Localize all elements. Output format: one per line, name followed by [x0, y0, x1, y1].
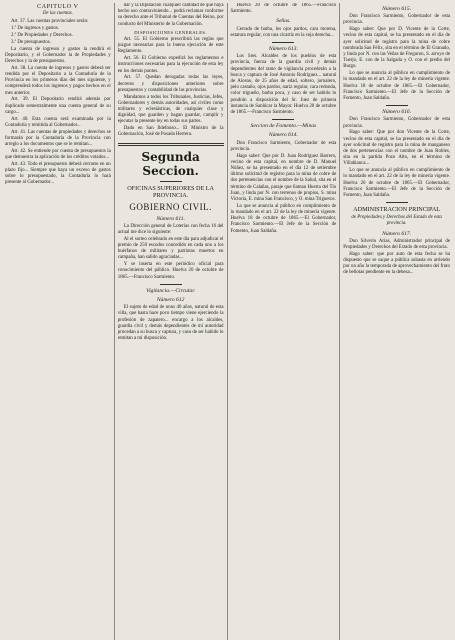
article-paragraph: Lo que se anuncia al público en cumplimiento de lo mandado en el art. 22 de la ley de minería vigente. Huelva 18 de octubre de 1865.—El Gobernador, Francisco Sarmiento.—El Jefe de la Sección de Fomento, Juan Saldaña.: [343, 71, 450, 102]
article-paragraph: Don Francisco Sarmiento, Gobernador de esta provincia.: [343, 14, 450, 26]
section-subheading: DISPOSICIONES GENERALES.: [134, 29, 207, 35]
article-paragraph: Al el sorteo celebrado en este día para adjudicar el premio de 250 escudos concedido en cada uno a los huérfanos de militares y patriotas muertos en campaña, han salido agraciadas...: [117, 236, 224, 261]
notice-number: Número 613.: [268, 46, 298, 53]
article-paragraph: El sujeto de edad de unos 40 años, natural de esta villa, que hasta hace poco tiempo viene ejerciendo la profesión de zapatero... encargo a los alcaldes, guardia civil y demás dependientes de mi autoridad procedan a su busca y captura, y caso de ser habido lo remitan a mi disposición.: [117, 305, 224, 342]
article-paragraph: La Dirección general de Loterías con fecha 16 del actual me dice lo siguiente:: [117, 223, 224, 236]
divider: [160, 284, 182, 285]
article-paragraph: Hago saber: Que por D. Vicente de la Corte, vecino de esta capital, se ha presentado en el día de ayer solicitud de registro para la mina de cobre nombrada San Félix, sita en el término de El Granado, y linda por N. con las Veñas de Freguron, S. arroyo de Tuerjo, E. con de la Salgada y O. con el predio del Burgo.: [343, 27, 450, 70]
article-paragraph: Mandamos a todos los Tribunales, Justicias, Jefes, Gobernadores y demás autoridades, así civiles como militares y eclesiásticas, de cualquier clase y dignidad, que guarden y hagan guardar, cumplir y ejecutar la presente ley en todas sus partes.: [117, 94, 224, 125]
article-paragraph: La cuenta de ingresos y gastos la rendirá el Depositario, y el Gobernador la de Propiedades y Derechos y la de presupuestos.: [5, 46, 111, 64]
signature-line: Dado en San Ildefonso... El Ministro de la Gobernación, José de Posada Herrera.: [117, 126, 224, 138]
divider: [272, 42, 294, 43]
list-item: 2.º De Propiedades y Derechos.: [11, 33, 73, 38]
office-heading: ADMINISTRACION PRINCIPAL: [353, 206, 441, 214]
notice-number: Número 615.: [382, 6, 412, 12]
article-paragraph: Art. 40. Esta cuenta será examinada por la Contaduría y remitida al Gobernador...: [5, 116, 111, 128]
article-paragraph: Y se inserta en este periódico oficial para conocimiento del público. Huelva 20 de octubre de 1865.—Francisco Sarmiento.: [117, 262, 224, 280]
article-paragraph: Art. 57. Quedan derogadas todas las leyes, decretos y disposiciones anteriores sobre presupuestos y contabilidad de las provincias.: [117, 75, 224, 93]
article-paragraph: Don Francisco Sarmiento, Gobernador de esta provincia.: [230, 140, 337, 152]
article-paragraph: Lo que se anuncia al público en cumplimiento de lo mandado en el art. 22 de la ley de minería vigente. Huelva 18 de octubre de 1865.—El Gobernador, Francisco Sarmiento.—El Jefe de la Sección de Fomento, Juan Saldaña.: [230, 203, 337, 234]
article-paragraph: Don Francisco Sarmiento, Gobernador de esta provincia.: [343, 117, 450, 129]
notice-number: Número 614.: [268, 132, 298, 139]
list-item: 1.º De ingresos y gastos.: [11, 26, 59, 32]
divider: [386, 202, 408, 203]
notice-number: Número 612: [156, 297, 185, 304]
section-heading: Seccion de Fomento.—Minas: [250, 123, 317, 130]
article-paragraph: dar y la Diputación cualquier cantidad de que haya hecho uso contraviniendo... podrá reclamar conforme su derecho ante el Tribunal de Cuentas del Reino, por conducto del Ministerio de la Gobernación.: [117, 3, 224, 27]
article-paragraph: Art. 56. El Gobierno expedirá los reglamentos e instrucciones necesarias para la ejecución de esta ley en los demás puntos.: [117, 56, 224, 74]
article-paragraph: Los Sres. Alcaldes de los pueblos de esta provincia, fuerza de la guardia civil y demás dependientes del ramo de vigilancia procederán a la busca y captura de José Antonio Rodríguez... natural de Alosno, de 25 años de edad, soltero, jornalero, pelo castaño, ojos pardos, nariz regular, cara redonda, color trigueño, barba poca, y caso de ser habido lo pondrán a disposición del Sr. Juez de primera instancia de Sanlúcar la Mayor. Huelva 20 de octubre de 1865.—Francisco Sarmiento.: [230, 54, 337, 116]
column-2: [115, 3, 228, 640]
office-subheading: de Propiedades y Derechos del Estado de esta provincia.: [351, 215, 442, 227]
divider: [386, 105, 408, 106]
signature-line: Huelva 20 de octubre de 1865.—Francisco Sarmiento.: [230, 3, 337, 15]
article-paragraph: Hago saber: Que por don Vicente de la Corte, vecino de esta capital, se ha presentado en el día de ayer solicitud de registro para la mina de manganeso de dos pertenencias con el nombre de Juan Robles, sita en la partida Pozo Alto, en el término de Villablanca...: [343, 130, 450, 167]
section-heading: OFICINAS SUPERIORES DE LA PROVINCIA.: [127, 184, 215, 199]
article-paragraph: Art. 37. Las cuentas provinciales serán:: [11, 19, 89, 25]
article-paragraph: Hago saber: que por auto de esta fecha se ha dispuesto que se saque a pública subasta en arriendo por un año la temporada de aprovechamiento del fruto de bellotas pendiente en la dehesa...: [343, 251, 450, 276]
article-paragraph: Art. 42. Se entiende por cuenta de presupuestos la que demuestra la aplicación de los créditos votados...: [5, 148, 111, 161]
column-3: [228, 3, 341, 640]
article-paragraph: Art. 39. El Depositario rendirá además por duplicado semestralmente una cuenta general de su cargo...: [5, 97, 111, 115]
notice-number: Número 617.: [382, 230, 412, 237]
article-paragraph: Lo que se anuncia al público en cumplimiento de lo mandado en el art. 22 de la ley de minería vigente. Huelva 20 de octubre de 1865.—El Gobernador, Francisco Sarmiento.—El Jefe de la Sección de Fomento, Juan Saldaña.: [343, 168, 450, 199]
notice-number: Número 611.: [156, 215, 185, 222]
article-paragraph: Cerrado de barba, los ojos pardos, cara morena, estatura regular, con una cicatriz en la ceja derecha...: [230, 26, 337, 38]
notice-heading: Vigilancia.—Circular.: [146, 287, 196, 294]
office-heading: GOBIERNO CIVIL.: [129, 201, 212, 212]
chapter-heading: CAPITULO V: [37, 4, 79, 10]
notice-heading: Señas.: [276, 18, 291, 25]
column-4: [340, 3, 453, 640]
list-item: 3.º De presupuestos.: [11, 39, 51, 45]
article-paragraph: Art. 38. La cuenta de ingresos y gastos deberá ser rendida por el Depositario a la Contaduría de la Provincia en los primeros días del mes siguiente, y comprenderá todos los ingresos y pagos hechos en el mes anterior.: [5, 65, 111, 96]
article-paragraph: Art. 41. Las cuentas de propiedades y derechos se formarán por la Contaduría de la Provincia con arreglo a los documentos que se le remitan...: [5, 129, 111, 148]
article-paragraph: Hago saber: Que por D. Juan Rodríguez Barrero, vecino de esta capital, en nombre de D. Manuel Núñez, se ha presentado en el día 12 de setiembre último solicitud de registro para la mina de cobre de dos pertenencias con el nombre de la Salud, sita en el término de Calañas, paraje que llaman Huerta del Tío Juan, y linda por N. con terrenos de propios, S. mina Victoria, E. mina San Francisco, y O. mina Trigueros.: [230, 153, 337, 203]
notice-number: Número 616.: [382, 109, 412, 116]
article-paragraph: Don Silverio Arias, Administrador principal de Propiedades y Derechos del Estado de esta provincia.: [343, 238, 450, 251]
divider: [272, 119, 294, 120]
column-1: [2, 3, 115, 640]
section-title: Segunda Seccion.: [141, 149, 200, 178]
divider: [160, 181, 182, 182]
section-divider: [118, 143, 224, 146]
article-paragraph: Art. 43. Todo el presupuesto deberá cerrarse en un plazo fijo... Siempre que haya un exceso de gastos sobre lo presupuestado, la Contaduría lo hará presente al Gobernador...: [5, 161, 111, 186]
article-paragraph: Art. 55. El Gobierno prescribirá las reglas que juzgue necesarias para la buena ejecución de este Reglamento.: [117, 37, 224, 55]
chapter-subheading: De las cuentas.: [42, 11, 73, 17]
